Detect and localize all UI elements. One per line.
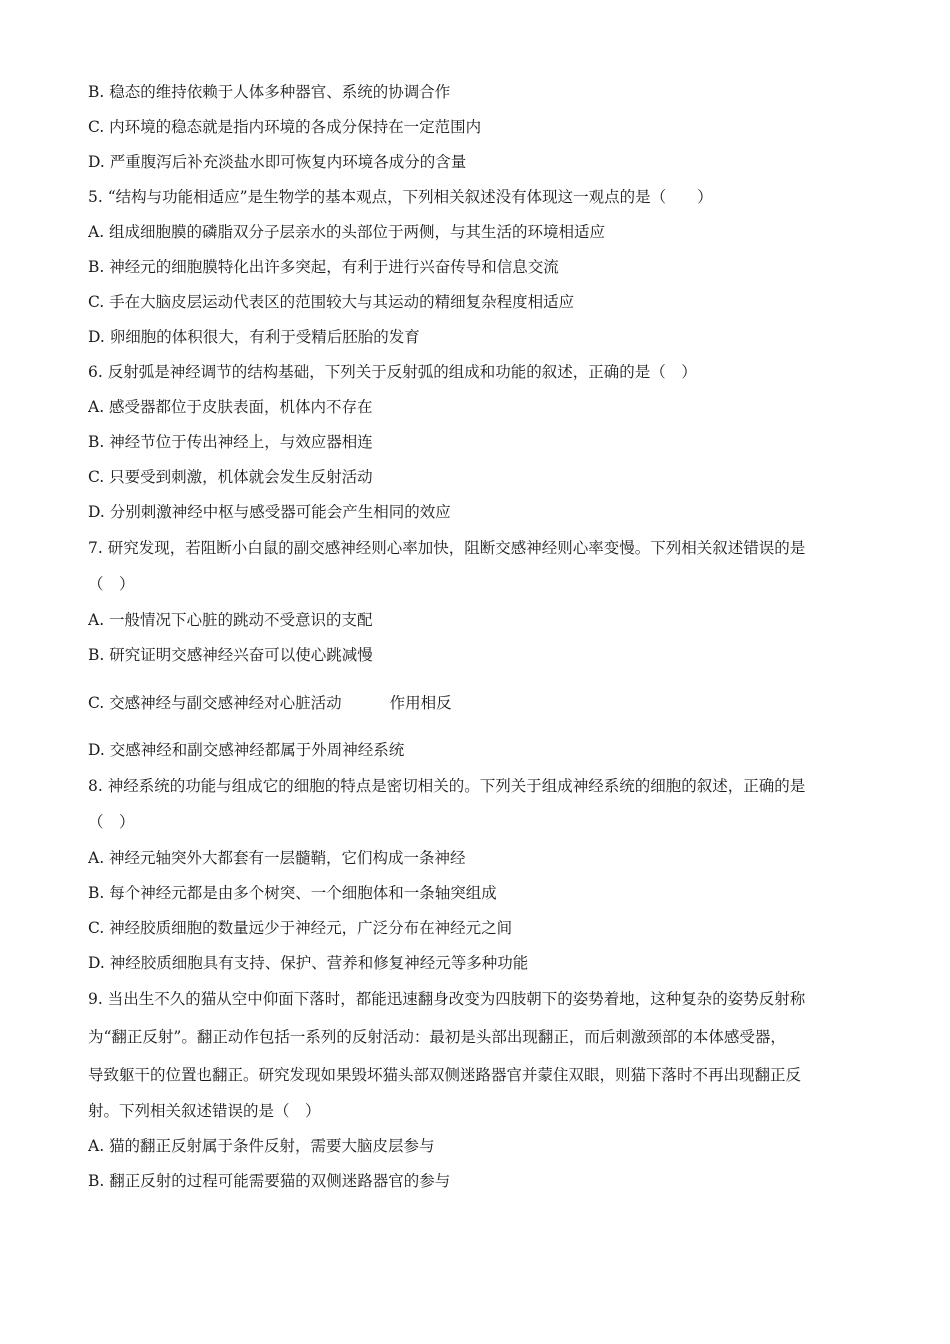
option-4c: C. 内环境的稳态就是指内环境的各成分保持在一定范围内 <box>88 118 482 136</box>
option-6c: C. 只要受到刺激，机体就会发生反射活动 <box>88 468 373 486</box>
question-7-bracket: （ ） <box>88 575 135 593</box>
option-7d: D. 交感神经和副交感神经都属于外周神经系统 <box>88 741 405 759</box>
option-7c <box>88 693 863 713</box>
question-8: 8. 神经系统的功能与组成它的细胞的特点是密切相关的。下列关于组成神经系统的细胞的叙述，正确的是 <box>88 777 806 795</box>
question-9-line3: 导致躯干的位置也翻正。研究发现如果毁坏猫头部双侧迷路器官并蒙住双眼，则猫下落时不再出现翻正反 <box>88 1066 802 1084</box>
option-4d: D. 严重腹泻后补充淡盐水即可恢复内环境各成分的含量 <box>88 153 467 171</box>
option-7b: B. 研究证明交感神经兴奋可以使心跳减慢 <box>88 646 373 664</box>
option-7a: A. 一般情况下心脏的跳动不受意识的支配 <box>88 611 373 629</box>
option-5b: B. 神经元的细胞膜特化出许多突起，有利于进行兴奋传导和信息交流 <box>88 258 559 276</box>
option-6a: A. 感受器都位于皮肤表面，机体内不存在 <box>88 398 373 416</box>
question-5: 5. “结构与功能相适应”是生物学的基本观点，下列相关叙述没有体现这一观点的是（ ） <box>88 188 713 206</box>
option-8a: A. 神经元轴突外大都套有一层髓鞘，它们构成一条神经 <box>88 849 466 867</box>
option-9a: A. 猫的翻正反射属于条件反射，需要大脑皮层参与 <box>88 1137 435 1155</box>
option-8c: C. 神经胶质细胞的数量远少于神经元，广泛分布在神经元之间 <box>88 919 513 937</box>
option-8d: D. 神经胶质细胞具有支持、保护、营养和修复神经元等多种功能 <box>88 954 529 972</box>
option-5c: C. 手在大脑皮层运动代表区的范围较大与其运动的精细复杂程度相适应 <box>88 293 575 311</box>
option-7c-part2: 作用相反 <box>389 694 452 712</box>
option-5a: A. 组成细胞膜的磷脂双分子层亲水的头部位于两侧，与其生活的环境相适应 <box>88 223 606 241</box>
option-6b: B. 神经节位于传出神经上，与效应器相连 <box>88 433 373 451</box>
question-9-line1: 9. 当出生不久的猫从空中仰面下落时，都能迅速翻身改变为四肢朝下的姿势着地，这种复杂的姿势反射称 <box>88 990 806 1008</box>
option-4b: B. 稳态的维持依赖于人体多种器官、系统的协调合作 <box>88 83 451 101</box>
option-8b: B. 每个神经元都是由多个树突、一个细胞体和一条轴突组成 <box>88 884 497 902</box>
question-8-bracket: （ ） <box>88 813 135 831</box>
question-9-line2: 为“翻正反射”。翻正动作包括一系列的反射活动：最初是头部出现翻正，而后刺激颈部的本体感受器， <box>88 1028 786 1046</box>
option-6d: D. 分别刺激神经中枢与感受器可能会产生相同的效应 <box>88 503 451 521</box>
question-7: 7. 研究发现，若阻断小白鼠的副交感神经则心率加快，阻断交感神经则心率变慢。下列相关叙述错误的是 <box>88 539 806 557</box>
option-7c-part1: C. 交感神经与副交感神经对心脏活动 <box>88 694 342 712</box>
question-6: 6. 反射弧是神经调节的结构基础，下列关于反射弧的组成和功能的叙述，正确的是（ ） <box>88 363 697 381</box>
question-9-line4: 射。下列相关叙述错误的是（ ） <box>88 1102 321 1120</box>
option-9b: B. 翻正反射的过程可能需要猫的双侧迷路器官的参与 <box>88 1172 451 1190</box>
option-5d: D. 卵细胞的体积很大，有利于受精后胚胎的发育 <box>88 328 420 346</box>
